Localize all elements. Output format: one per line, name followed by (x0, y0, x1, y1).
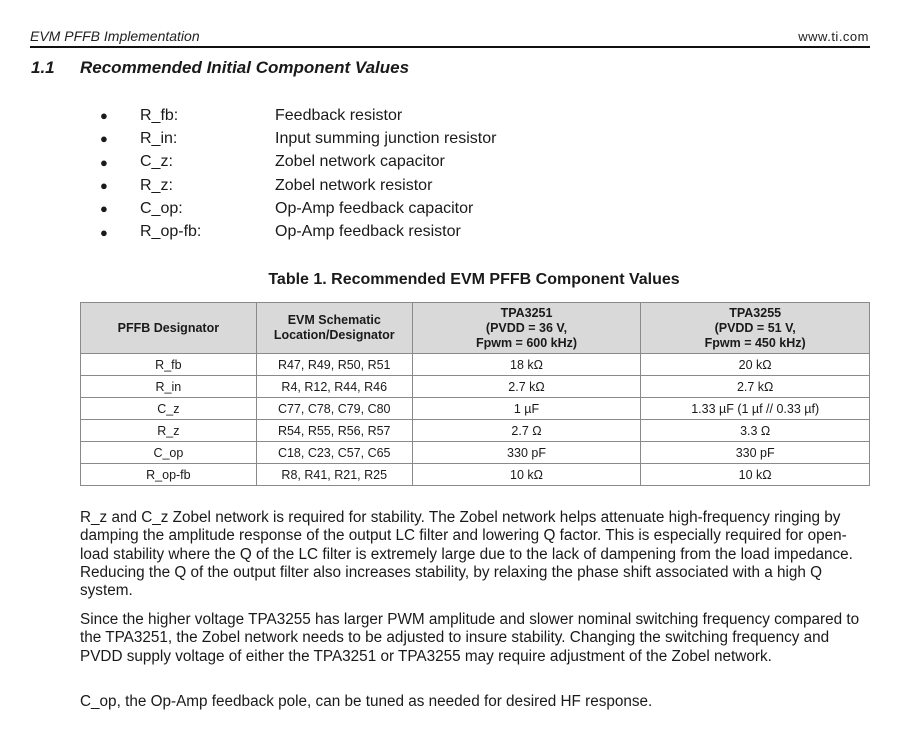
table-row (81, 420, 870, 442)
cell-tpa3255-value: 20 kΩ (641, 354, 870, 376)
component-symbol: C_z: (140, 153, 173, 171)
component-list (100, 104, 496, 244)
list-item (100, 174, 496, 197)
cell-tpa3251-value: 18 kΩ (412, 354, 641, 376)
list-item (100, 151, 496, 174)
header-pffb-designator (81, 303, 257, 354)
component-symbol: C_op: (140, 199, 183, 217)
component-description: Op-Amp feedback capacitor (275, 199, 474, 217)
bullet-icon: ● (100, 201, 108, 217)
running-header-url[interactable]: www.ti.com (798, 29, 869, 44)
cell-location: R54, R55, R56, R57 (256, 420, 412, 442)
table-title: Table 1. Recommended EVM PFFB Component Values (268, 271, 680, 288)
cell-designator: R_z (81, 420, 257, 442)
cell-location: R8, R41, R21, R25 (256, 464, 412, 486)
cop-tuning-paragraph: C_op, the Op-Amp feedback pole, can be tuned as needed for desired HF response. (80, 693, 653, 710)
bullet-icon: ● (100, 131, 108, 147)
cell-location: R47, R49, R50, R51 (256, 354, 412, 376)
bullet-icon: ● (100, 154, 108, 170)
cell-tpa3255-value: 330 pF (641, 442, 870, 464)
table-row (81, 376, 870, 398)
cell-tpa3255-value: 1.33 µF (1 µf // 0.33 µf) (641, 398, 870, 420)
header-line: TPA3255 (729, 305, 782, 320)
cell-tpa3251-value: 2.7 kΩ (412, 376, 641, 398)
bullet-icon: ● (100, 178, 108, 194)
list-item (100, 127, 496, 150)
header-line: PFFB Designator (117, 320, 220, 335)
header-evm-schematic (256, 303, 412, 354)
cell-tpa3255-value: 2.7 kΩ (641, 376, 870, 398)
header-line: EVM Schematic (287, 313, 381, 327)
header-tpa3251 (412, 303, 641, 354)
table-row (81, 464, 870, 486)
cell-designator: C_z (81, 398, 257, 420)
cell-location: C18, C23, C57, C65 (256, 442, 412, 464)
component-symbol: R_in: (140, 129, 178, 147)
bullet-icon: ● (100, 108, 108, 124)
cell-tpa3255-value: 3.3 Ω (641, 420, 870, 442)
cell-designator: C_op (81, 442, 257, 464)
table-row (81, 354, 870, 376)
cell-designator: R_in (81, 376, 257, 398)
section-title: Recommended Initial Component Values (80, 58, 410, 77)
zobel-stability-paragraph: R_z and C_z Zobel network is required for stability. The Zobel network helps attenuate high-frequency ringing by damping the amplitude response of the output LC filter and lowering Q factor. This is especially required for open-load stability where the Q of the LC filter is extremely large due to the lack of dampening from the load impedance. Reducing the Q of the output filter also increases stability, by relaxing the phase shift associated with a high Q system. (80, 509, 853, 600)
component-symbol: R_op-fb: (140, 223, 202, 241)
cell-location: C77, C78, C79, C80 (256, 398, 412, 420)
cell-designator: R_op-fb (81, 464, 257, 486)
header-rule (30, 46, 870, 48)
cell-designator: R_fb (81, 354, 257, 376)
table-row (81, 398, 870, 420)
cell-tpa3251-value: 2.7 Ω (412, 420, 641, 442)
cell-tpa3251-value: 1 µF (412, 398, 641, 420)
header-tpa3255 (641, 303, 870, 354)
component-description: Op-Amp feedback resistor (275, 223, 461, 241)
component-symbol: R_fb: (140, 106, 179, 124)
component-values-table (80, 302, 870, 486)
cell-location: R4, R12, R44, R46 (256, 376, 412, 398)
component-symbol: R_z: (140, 176, 173, 194)
header-line: (PVDD = 36 V, (485, 320, 568, 335)
bullet-icon: ● (100, 224, 108, 240)
section-number: 1.1 (31, 58, 55, 77)
header-line: TPA3251 (500, 305, 553, 320)
header-line: Fpwm = 450 kHz) (704, 335, 806, 350)
list-item (100, 220, 496, 243)
header-line: Fpwm = 600 kHz) (475, 335, 578, 350)
table-row (81, 442, 870, 464)
component-description: Input summing junction resistor (275, 129, 497, 147)
tpa3255-adjustment-paragraph: Since the higher voltage TPA3255 has larger PWM amplitude and slower nominal switching frequency compared to the TPA3251, the Zobel network needs to be adjusted to insure stability. Changing the switching frequency and PVDD supply voltage of either the TPA3251 or TPA3255 may require adjustment of the Zobel network. (80, 611, 860, 665)
cell-tpa3251-value: 330 pF (412, 442, 641, 464)
table-header-row (81, 303, 870, 354)
component-description: Feedback resistor (275, 106, 403, 124)
list-item (100, 104, 496, 127)
cell-tpa3255-value: 10 kΩ (641, 464, 870, 486)
running-header-title: EVM PFFB Implementation (30, 28, 200, 44)
header-line: (PVDD = 51 V, (714, 320, 796, 335)
header-line: Location/Designator (273, 328, 395, 342)
component-description: Zobel network resistor (275, 176, 433, 194)
component-description: Zobel network capacitor (275, 153, 445, 171)
list-item (100, 197, 496, 220)
cell-tpa3251-value: 10 kΩ (412, 464, 641, 486)
